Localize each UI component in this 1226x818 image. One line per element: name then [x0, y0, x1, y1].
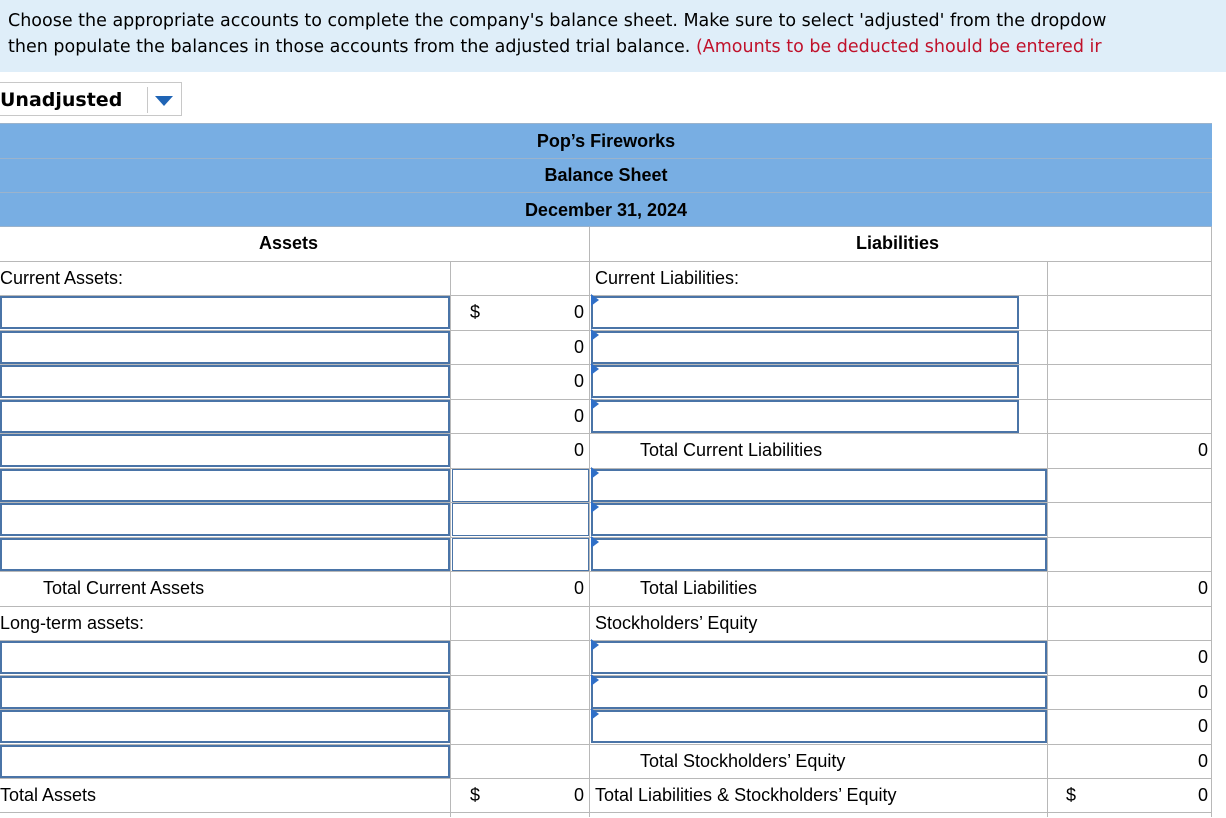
dropdown-marker-icon — [591, 294, 599, 306]
total-liabilities-equity-label: Total Liabilities & Stockholders’ Equity — [595, 785, 897, 805]
asset-account-select[interactable] — [0, 538, 450, 571]
total-current-liabilities-label: Total Current Liabilities — [640, 440, 823, 460]
total-assets-label: Total Assets — [0, 785, 97, 805]
liability-account-select[interactable] — [591, 365, 1019, 398]
asset-amount-value[interactable]: 0 — [573, 406, 584, 426]
dropdown-marker-icon — [591, 363, 599, 375]
instructions-note: (Amounts to be deducted should be entered ir — [695, 37, 1102, 57]
long-term-asset-select[interactable] — [0, 745, 450, 778]
total-liabilities-equity-currency: $ — [1066, 785, 1077, 805]
asset-account-select[interactable] — [0, 365, 450, 398]
asset-account-select[interactable] — [0, 503, 450, 536]
dropdown-marker-icon — [591, 639, 599, 651]
total-assets-currency: $ — [470, 785, 481, 805]
asset-amount-value[interactable]: 0 — [573, 302, 584, 322]
long-term-asset-select[interactable] — [0, 710, 450, 743]
instructions-line-2-text: then populate the balances in those accounts from the adjusted trial balance. — [8, 37, 691, 57]
instructions-line-1: Choose the appropriate accounts to complete the company's balance sheet. Make sure to select 'adjusted' from the dropdow — [8, 11, 1107, 31]
total-liabilities-equity-value: 0 — [1197, 785, 1208, 805]
long-term-asset-select[interactable] — [0, 676, 450, 709]
equity-account-select[interactable] — [591, 710, 1047, 743]
current-liabilities-label: Current Liabilities: — [595, 268, 740, 288]
row-divider — [0, 606, 1212, 607]
liabilities-heading: Liabilities — [856, 233, 940, 253]
liability-account-select[interactable] — [591, 400, 1019, 433]
total-equity-label: Total Stockholders’ Equity — [640, 751, 846, 771]
liability-account-select[interactable] — [591, 469, 1047, 502]
row-divider — [0, 812, 1212, 813]
total-current-liabilities-value: 0 — [1197, 440, 1208, 460]
dropdown-marker-icon — [591, 536, 599, 548]
asset-amount-value[interactable]: 0 — [573, 337, 584, 357]
dropdown-separator — [147, 87, 148, 113]
current-assets-label: Current Assets: — [0, 268, 124, 288]
row-divider — [0, 571, 1212, 572]
dropdown-marker-icon — [591, 674, 599, 686]
asset-amount-value[interactable]: 0 — [573, 440, 584, 460]
dropdown-selected-value: Unadjusted — [0, 89, 123, 111]
equity-amount-value[interactable]: 0 — [1197, 682, 1208, 702]
dropdown-marker-icon — [591, 467, 599, 479]
total-current-assets-label: Total Current Assets — [43, 578, 205, 598]
instructions-line-2 — [8, 34, 1226, 60]
asset-account-select[interactable] — [0, 434, 450, 467]
liability-account-select[interactable] — [591, 331, 1019, 364]
stockholders-equity-label: Stockholders’ Equity — [595, 613, 758, 633]
equity-account-select[interactable] — [591, 676, 1047, 709]
liability-account-select[interactable] — [591, 503, 1047, 536]
assets-heading: Assets — [259, 233, 319, 253]
total-liabilities-value: 0 — [1197, 578, 1208, 598]
asset-account-select[interactable] — [0, 469, 450, 502]
total-equity-value: 0 — [1197, 751, 1208, 771]
asset-account-select[interactable] — [0, 296, 450, 329]
company-name: Pop’s Fireworks — [0, 123, 1212, 158]
long-term-assets-label: Long-term assets: — [0, 613, 145, 633]
equity-account-select[interactable] — [591, 641, 1047, 674]
adjustment-dropdown[interactable] — [0, 82, 182, 116]
asset-account-select[interactable] — [0, 331, 450, 364]
dropdown-marker-icon — [591, 501, 599, 513]
dropdown-marker-icon — [591, 398, 599, 410]
long-term-asset-select[interactable] — [0, 641, 450, 674]
asset-amount-input[interactable] — [452, 503, 589, 536]
liability-account-select[interactable] — [591, 296, 1019, 329]
instructions-banner — [0, 0, 1226, 72]
dropdown-marker-icon — [591, 708, 599, 720]
row-divider — [0, 778, 1212, 779]
chevron-down-icon[interactable] — [155, 96, 173, 106]
asset-account-select[interactable] — [0, 400, 450, 433]
equity-amount-value[interactable]: 0 — [1197, 716, 1208, 736]
asset-amount-input[interactable] — [452, 538, 589, 571]
liability-account-select[interactable] — [591, 538, 1047, 571]
equity-amount-value[interactable]: 0 — [1197, 647, 1208, 667]
column-divider — [450, 261, 451, 817]
column-divider — [1211, 227, 1212, 817]
row-divider — [0, 261, 1212, 262]
column-divider — [1047, 261, 1048, 817]
statement-title: Balance Sheet — [0, 158, 1212, 192]
currency-symbol: $ — [470, 302, 481, 322]
asset-amount-input[interactable] — [452, 469, 589, 502]
total-assets-value: 0 — [573, 785, 584, 805]
total-current-assets-value: 0 — [573, 578, 584, 598]
column-divider — [589, 227, 590, 817]
statement-date: December 31, 2024 — [0, 192, 1212, 227]
dropdown-marker-icon — [591, 329, 599, 341]
total-liabilities-label: Total Liabilities — [640, 578, 758, 598]
asset-amount-value[interactable]: 0 — [573, 371, 584, 391]
